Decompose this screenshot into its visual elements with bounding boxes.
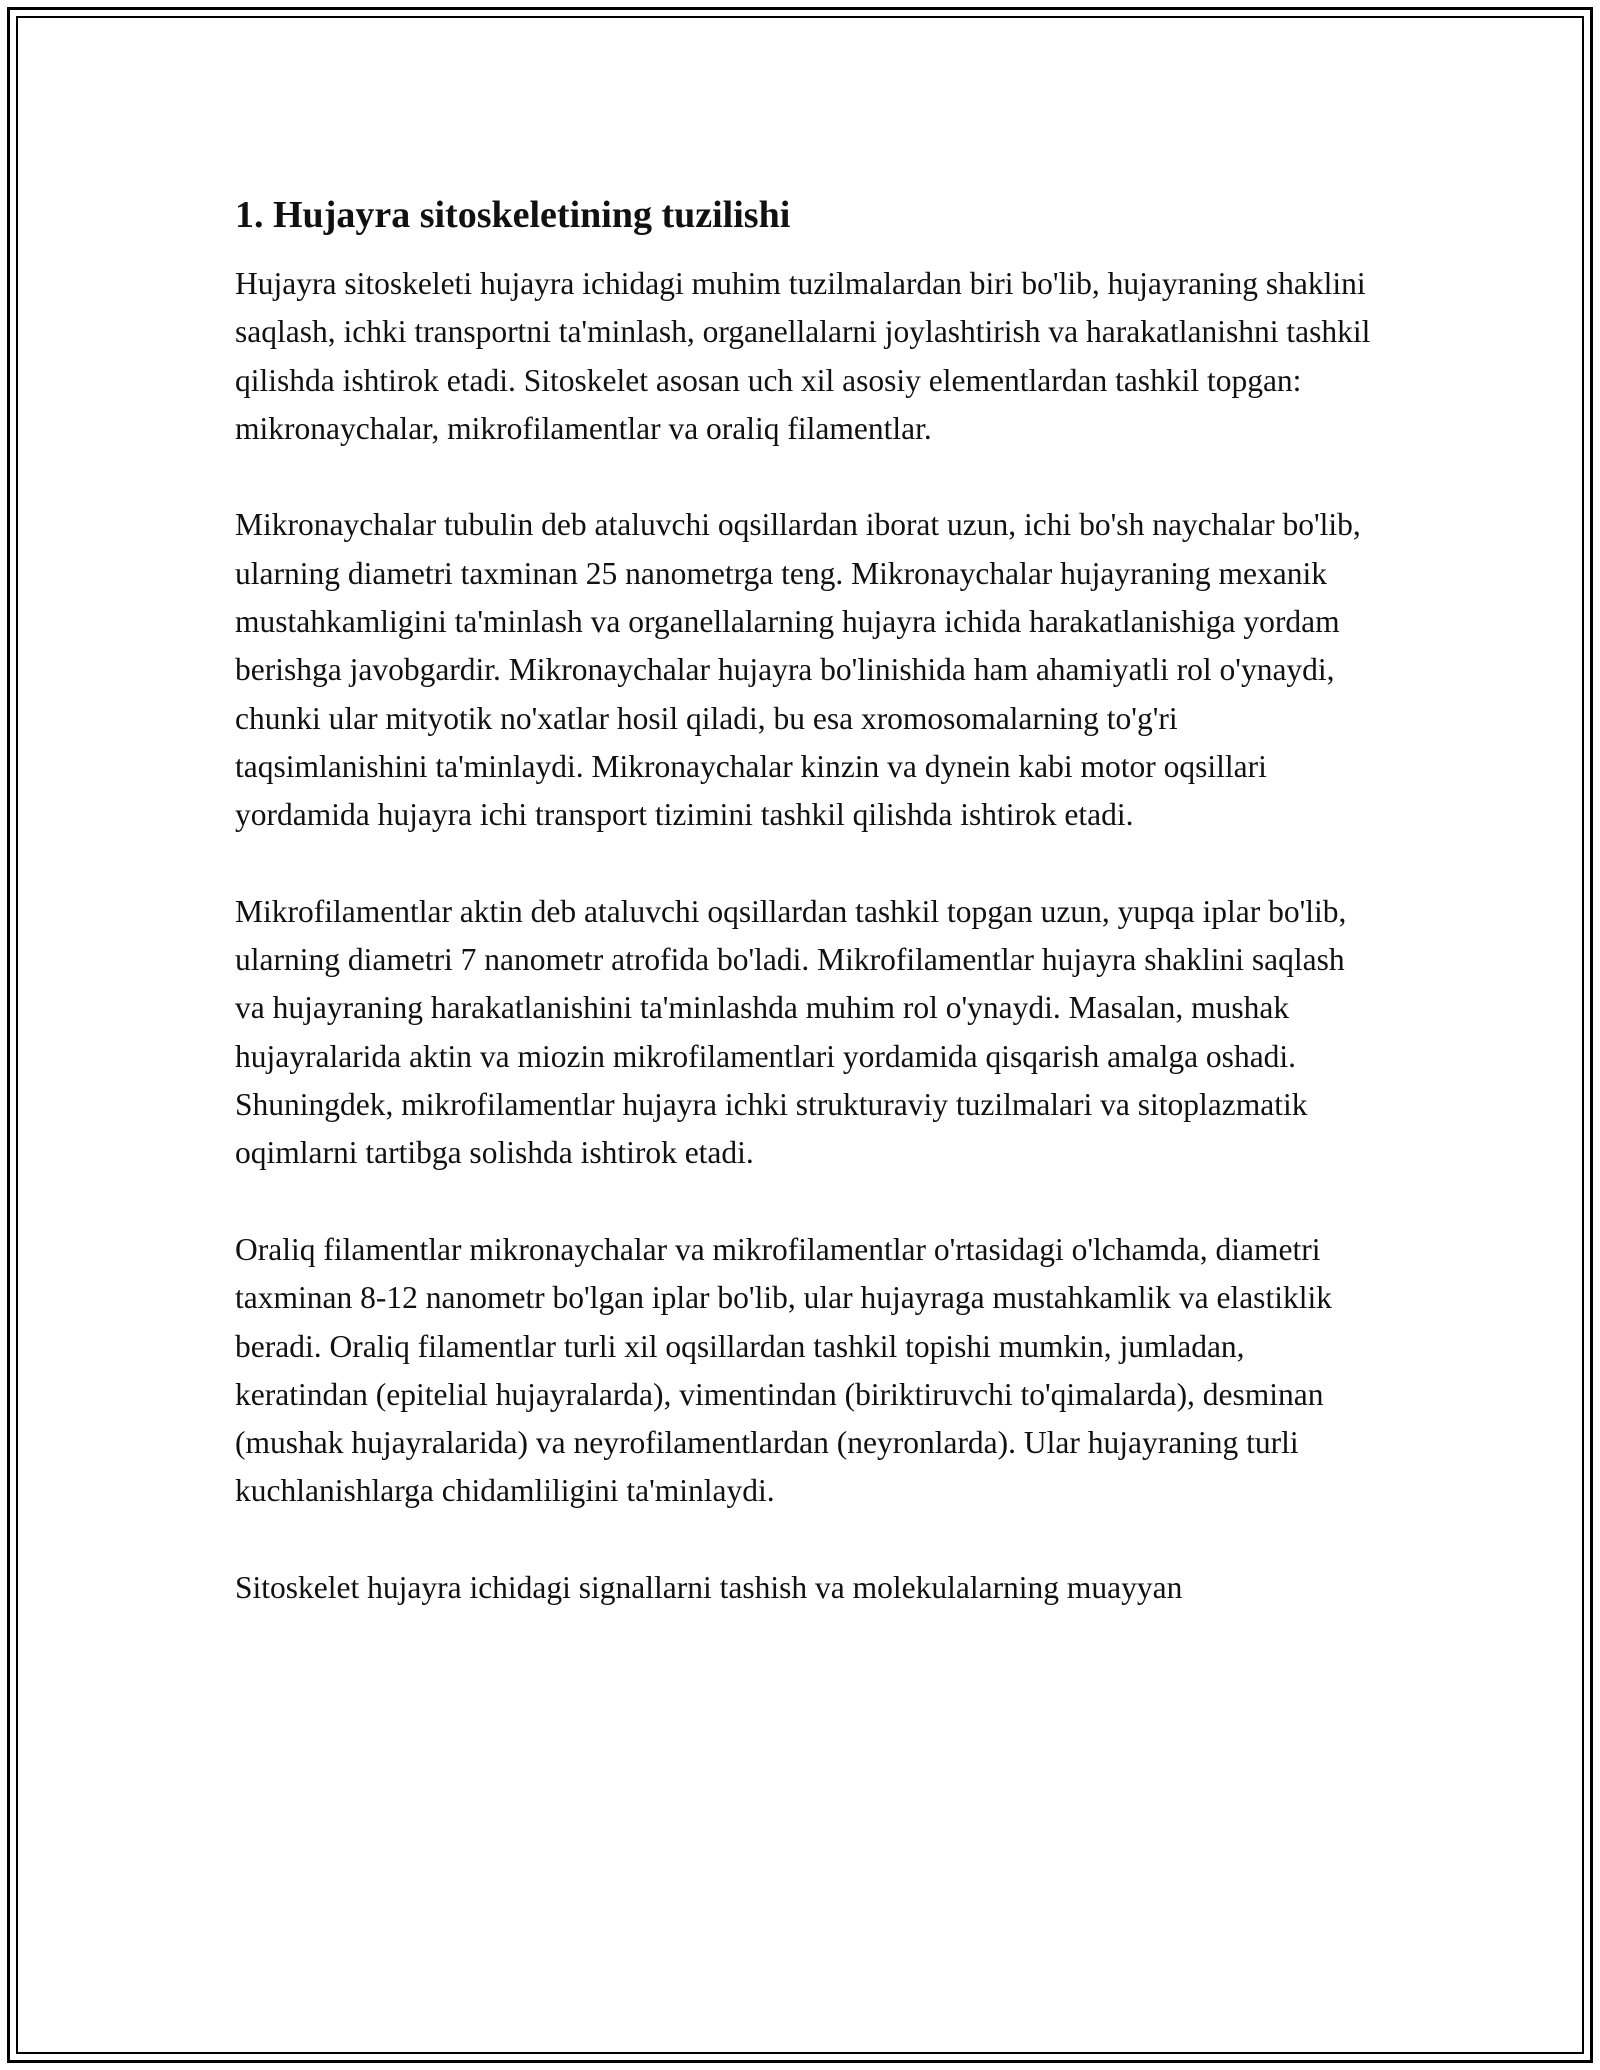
paragraph-signaling: Sitoskelet hujayra ichidagi signallarni tashish va molekulalarning muayyan bbox=[235, 1570, 1183, 1606]
section-heading: 1. Hujayra sitoskeletining tuzilishi bbox=[235, 194, 791, 236]
document-body bbox=[235, 190, 1375, 1661]
paragraph-intro: Hujayra sitoskeleti hujayra ichidagi muhim tuzilmalardan biri bo'lib, hujayraning shaklini saqlash, ichki transportni ta'minlash, organellalarni joylashtirish va harakatlanishni tashkil qilishda ishtirok etadi. Sitoskelet asosan uch xil asosiy elementlardan tashkil topgan: mikronaychalar, mikrofilamentlar va oraliq filamentlar. bbox=[235, 266, 1371, 446]
paragraph-microfilaments: Mikrofilamentlar aktin deb ataluvchi oqsillardan tashkil topgan uzun, yupqa iplar bo'lib, ularning diametri 7 nanometr atrofida bo'ladi. Mikrofilamentlar hujayra shaklini saqlash va hujayraning harakatlanishini ta'minlashda muhim rol o'ynaydi. Masalan, mushak hujayralarida aktin va miozin mikrofilamentlari yordamida qisqarish amalga oshadi. Shuningdek, mikrofilamentlar hujayra ichki strukturaviy tuzilmalari va sitoplazmatik oqimlarni tartibga solishda ishtirok etadi. bbox=[235, 893, 1347, 1171]
paragraph-intermediate-filaments: Oraliq filamentlar mikronaychalar va mikrofilamentlar o'rtasidagi o'lchamda, diametri taxminan 8-12 nanometr bo'lgan iplar bo'lib, ular hujayraga mustahkamlik va elastiklik beradi. Oraliq filamentlar turli xil oqsillardan tashkil topishi mumkin, jumladan, keratindan (epitelial hujayralarda), vimentindan (biriktiruvchi to'qimalarda), desminan (mushak hujayralarida) va neyrofilamentlardan (neyronlarda). Ular hujayraning turli kuchlanishlarga chidamliligini ta'minlaydi. bbox=[235, 1231, 1332, 1509]
paragraph-microtubules: Mikronaychalar tubulin deb ataluvchi oqsillardan iborat uzun, ichi bo'sh naychalar bo'lib, ularning diametri taxminan 25 nanometrga teng. Mikronaychalar hujayraning mexanik mustahkamligini ta'minlash va organellalarning hujayra ichida harakatlanishiga yordam berishga javobgardir. Mikronaychalar hujayra bo'linishida ham ahamiyatli rol o'ynaydi, chunki ular mityotik no'xatlar hosil qiladi, bu esa xromosomalarning to'g'ri taqsimlanishini ta'minlaydi. Mikronaychalar kinzin va dynein kabi motor oqsillari yordamida hujayra ichi transport tizimini tashkil qilishda ishtirok etadi. bbox=[235, 507, 1361, 833]
